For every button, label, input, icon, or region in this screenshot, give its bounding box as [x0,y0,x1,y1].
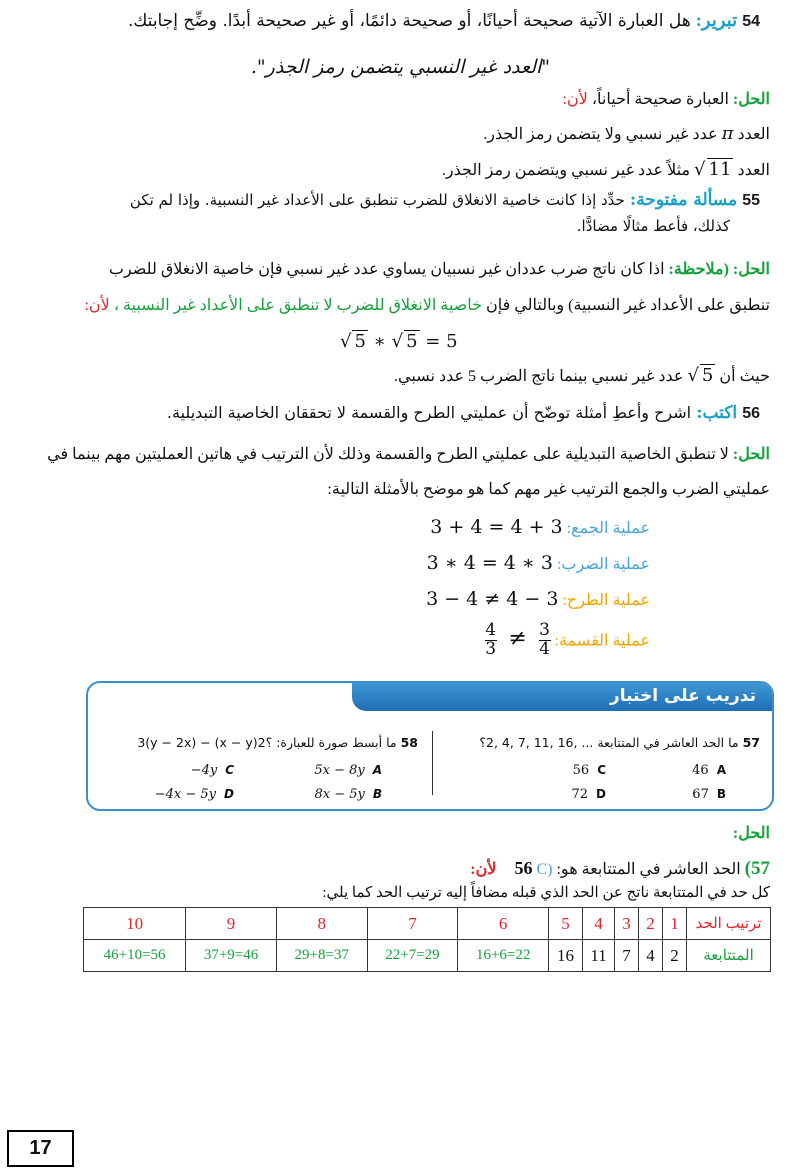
q57-option-b[interactable]: 67 B [692,787,726,802]
q58-question [137,735,418,750]
q54-line2-b: مثلاً عدد غير نسبي ويتضمن رمز الجذر. [441,162,691,179]
q55-sol-label: الحل: [732,261,770,278]
term-cell: 11 [583,940,615,972]
q56-number: 56 [742,405,760,422]
solution-q57-text: الحد العاشر في المتتابعة هو: [556,861,741,878]
term-cell: 7 [615,940,639,972]
q54-line2-a: العدد [737,162,770,179]
q56-text: اشرح وأعطِ أمثلة توضّح أن عمليتي الطرح والقسمة لا تحققان الخاصية التبديلية. [166,403,692,422]
q54-line2 [442,158,770,180]
mul-equation: 3 ∗ 4 = 4 ∗ 3 [426,552,553,574]
add-equation: 3 + 4 = 4 + 3 [430,516,563,538]
pi-symbol: π [721,123,734,144]
q56-mul-row [427,552,650,574]
q54-number: 54 [742,13,760,30]
solution-explain: كل حد في المتتابعة ناتج عن الحد الذي قبله مضافاً إليه ترتيب الحد كما يلي: [322,885,770,901]
order-cell: 9 [186,908,277,940]
term-cell: 37+9=46 [186,940,277,972]
q54-header [20,10,760,31]
q54-tag: تبرير: [695,10,738,30]
q56-div-row [485,622,650,659]
order-cell: 3 [615,908,639,940]
order-cell: 10 [84,908,186,940]
q57-option-a[interactable]: 46 A [692,763,726,778]
row-label-order: ترتيب الحد [687,908,771,940]
q58-option-b[interactable]: 8x − 5y B [314,787,382,802]
q55-where-b: عدد غير نسبي بينما ناتج الضرب 5 عدد نسبي. [394,368,684,385]
q58-option-c[interactable]: −4y C [190,763,234,778]
term-cell: 2 [663,940,687,972]
where-radicand: 5 [701,365,714,386]
solution-label: الحل: [732,825,770,842]
q56-solution [30,444,770,464]
term-cell: 46+10=56 [84,940,186,972]
q56-sol-text: لا تنطبق الخاصية التبديلية على عمليتي الطرح والقسمة وذلك لأن الترتيب في هاتين العمليتين مهم بينما في [47,446,729,463]
q54-sol-label: الحل: [732,91,770,108]
q56-sub-row [426,588,650,610]
q55-header [20,190,760,210]
test-practice-box [86,681,774,811]
q57-option-c[interactable]: 56 C [572,763,606,778]
fraction-3-4: $\frac{3}{4}$ [539,620,550,659]
eq-result: = 5 [425,331,458,352]
q54-line1-a: العدد [737,126,770,143]
q56-add-row [430,516,650,538]
solution-q57-number: 57) [744,858,770,879]
eq-left-radicand: 5 [354,331,366,352]
q54-line1 [483,123,770,144]
q55-equation: √ 5 ∗ √ 5 = 5 [340,331,458,352]
order-cell: 6 [458,908,549,940]
q58-option-d[interactable]: −4x − 5y D [154,787,234,802]
order-cell: 5 [549,908,583,940]
q56-tag: اكتب: [696,403,738,423]
order-cell: 8 [276,908,367,940]
solution-q57 [470,858,770,880]
q57-number: 57 [742,735,760,750]
q55-text2: كذلك، فأعط مثالًا مضادًّا. [576,217,730,235]
order-cell: 4 [583,908,615,940]
test-practice-title: تدريب على اختبار [352,683,772,711]
page-number: 17 [7,1130,74,1167]
q54-sol-text: العبارة صحيحة أحياناً، [591,91,729,108]
sqrt11-radicand: 11 [708,159,732,180]
q55-text: حدِّد إذا كانت خاصية الانغلاق للضرب تنطبق على الأعداد غير النسبية. وإذا لم تكن [129,191,625,209]
solution-q57-choice: C) [536,861,553,878]
solution-q57-answer: 56 [514,858,533,878]
q54-quote: "العدد غير النسبي يتضمن رمز الجذر". [250,56,550,78]
q54-text: هل العبارة الآتية صحيحة أحيانًا، أو صحيحة دائمًا، أو غير صحيحة أبدًا. وضِّح إجابتك. [127,11,691,31]
row-label-sequence: المتتابعة [687,940,771,972]
sub-label: عملية الطرح: [562,592,650,609]
term-cell: 29+8=37 [276,940,367,972]
q58-text: ما أبسط صورة للعبارة: ؟2(x − y) − 3(y − 2x) [137,735,397,750]
solution-because: لأن: [470,861,497,878]
order-cell: 7 [367,908,458,940]
term-cell: 16 [549,940,583,972]
q55-where: حيث أن √ 5 عدد غير نسبي بينما ناتج الضرب 5 عدد نسبي. [394,365,770,386]
column-divider [432,731,433,795]
q56-sol-text2: عمليتي الضرب والجمع الترتيب غير مهم كما هو موضح بالأمثلة التالية: [327,481,770,498]
q56-sol-label: الحل: [732,446,770,463]
q55-green-text: خاصية الانغلاق للضرب لا تنطبق على الأعداد غير النسبية ، [113,297,483,314]
term-cell: 16+6=22 [458,940,549,972]
div-expression [485,620,551,659]
sub-equation: 3 − 4 ≠ 4 − 3 [426,588,559,610]
q57-option-d[interactable]: 72 D [571,787,606,802]
sequence-table [83,907,771,972]
term-cell: 4 [639,940,663,972]
table-row-order [84,908,771,940]
eq-right-radicand: 5 [406,331,418,352]
q55-tag: مسألة مفتوحة: [629,190,738,210]
add-label: عملية الجمع: [566,520,650,537]
q55-because: لأن: [84,297,110,314]
table-row-sequence [84,940,771,972]
fraction-4-3: $\frac{4}{3}$ [485,620,497,659]
div-label: عملية القسمة: [554,632,650,650]
sqrt11-expr: √ 11 [694,159,732,180]
mul-label: عملية الضرب: [556,556,650,573]
q58-option-a[interactable]: 5x − 8y A [314,763,382,778]
order-cell: 2 [639,908,663,940]
term-cell: 22+7=29 [367,940,458,972]
q56-header [20,403,760,423]
q54-line1-b: عدد غير نسبي ولا يتضمن رمز الجذر. [483,126,718,143]
q55-where-a: حيث أن [719,368,770,385]
q57-question [479,735,760,750]
not-equal-sign: ≠ [508,626,527,652]
q55-number: 55 [742,192,760,209]
q55-note [30,259,770,279]
q55-note-line2 [84,295,770,315]
q55-note-text: اذا كان ناتج ضرب عددان غير نسبيان يساوي عدد غير نسبي فإن خاصية الانغلاق للضرب [108,261,665,278]
q55-note-label: (ملاحظة: [668,261,729,278]
q58-number: 58 [400,735,418,750]
q57-text: ما الحد العاشر في المتتابعة ... ,16 ,11 ,7 ,4 ,2؟ [479,735,739,750]
order-cell: 1 [663,908,687,940]
q54-solution [563,89,770,109]
q54-because: لأن: [562,91,588,108]
q55-note-text2: تنطبق على الأعداد غير النسبية) وبالتالي فإن [486,297,770,314]
